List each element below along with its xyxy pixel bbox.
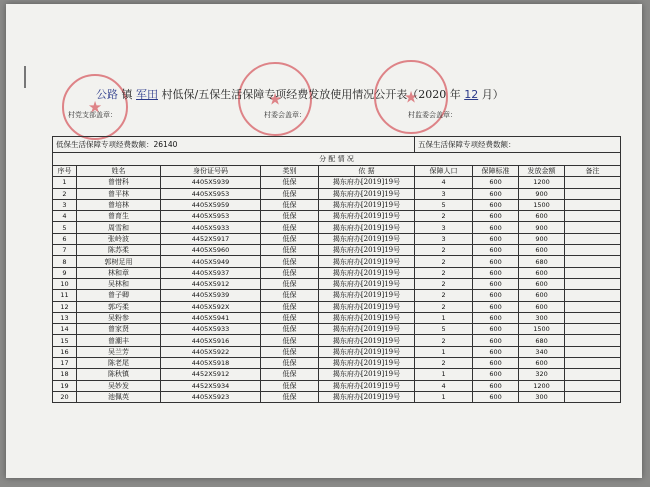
table-body (53, 177, 621, 403)
table-row (53, 312, 621, 323)
cell-type: 低保 (261, 188, 319, 199)
cell-amount: 680 (519, 335, 565, 346)
cell-type: 低保 (261, 233, 319, 244)
cell-population: 5 (415, 199, 473, 210)
cell-basis: 揭东府办[2019]19号 (319, 222, 415, 233)
cell-type: 低保 (261, 222, 319, 233)
cell-name: 郭树足用 (77, 256, 161, 267)
table-row (53, 358, 621, 369)
cell-population: 2 (415, 245, 473, 256)
cell-population: 3 (415, 222, 473, 233)
cell-standard: 600 (473, 301, 519, 312)
cell-name: 吴林和 (77, 278, 161, 289)
header-id: 身份证号码 (161, 166, 261, 177)
cell-amount: 600 (519, 211, 565, 222)
cell-amount: 900 (519, 188, 565, 199)
cell-basis: 揭东府办[2019]19号 (319, 312, 415, 323)
cell-population: 1 (415, 369, 473, 380)
cell-basis: 揭东府办[2019]19号 (319, 188, 415, 199)
table-row (53, 301, 621, 312)
cell-id: 4405X5922 (161, 346, 261, 357)
cell-population: 2 (415, 278, 473, 289)
cell-note (565, 301, 621, 312)
cell-basis: 揭东府办[2019]19号 (319, 177, 415, 188)
cell-type: 低保 (261, 267, 319, 278)
header-amount: 发放金额 (519, 166, 565, 177)
cell-id: 4405X5933 (161, 222, 261, 233)
cell-type: 低保 (261, 335, 319, 346)
cell-id: 4405X5939 (161, 290, 261, 301)
cell-name: 曾子卿 (77, 290, 161, 301)
cell-amount: 600 (519, 301, 565, 312)
cell-amount: 1500 (519, 324, 565, 335)
cell-standard: 600 (473, 391, 519, 402)
cell-no: 20 (53, 391, 77, 402)
cell-note (565, 177, 621, 188)
cell-no: 7 (53, 245, 77, 256)
cell-amount: 1500 (519, 199, 565, 210)
cell-name: 郭巧柔 (77, 301, 161, 312)
cell-type: 低保 (261, 346, 319, 357)
cell-standard: 600 (473, 222, 519, 233)
cell-amount: 300 (519, 391, 565, 402)
table-row (53, 245, 621, 256)
cell-amount: 1200 (519, 380, 565, 391)
cell-id: 4405X5912 (161, 278, 261, 289)
cell-amount: 300 (519, 312, 565, 323)
cell-note (565, 380, 621, 391)
cell-note (565, 278, 621, 289)
cell-id: 4405X5960 (161, 245, 261, 256)
cell-note (565, 233, 621, 244)
cell-note (565, 256, 621, 267)
cell-basis: 揭东府办[2019]19号 (319, 233, 415, 244)
cell-amount: 600 (519, 278, 565, 289)
cell-type: 低保 (261, 312, 319, 323)
stamp-party-branch (62, 74, 128, 140)
cell-standard: 600 (473, 211, 519, 222)
title-month-suffix: 月） (481, 88, 504, 101)
cell-basis: 揭东府办[2019]19号 (319, 211, 415, 222)
cell-basis: 揭东府办[2019]19号 (319, 380, 415, 391)
cell-id: 4405X592X (161, 301, 261, 312)
cell-id: 4405X5937 (161, 267, 261, 278)
cell-standard: 600 (473, 245, 519, 256)
cell-basis: 揭东府办[2019]19号 (319, 346, 415, 357)
cell-type: 低保 (261, 278, 319, 289)
cell-note (565, 211, 621, 222)
cell-id: 4405X5918 (161, 358, 261, 369)
title-village: 军田 (136, 88, 158, 101)
cell-note (565, 346, 621, 357)
cell-note (565, 188, 621, 199)
cell-name: 曾平林 (77, 188, 161, 199)
title-middle: 村低保/五保生活保障专项经费发放使用情况公开表（2020 (161, 88, 447, 101)
cell-type: 低保 (261, 358, 319, 369)
table-row (53, 267, 621, 278)
summary-dibao: 低保生活保障专项经费数额：26140 (53, 137, 415, 153)
cell-standard: 600 (473, 199, 519, 210)
cell-no: 15 (53, 335, 77, 346)
cell-name: 林和章 (77, 267, 161, 278)
cell-no: 5 (53, 222, 77, 233)
document-page (6, 4, 642, 478)
header-name: 姓名 (77, 166, 161, 177)
table-row (53, 346, 621, 357)
cell-note (565, 199, 621, 210)
cell-type: 低保 (261, 369, 319, 380)
cell-standard: 600 (473, 369, 519, 380)
cell-name: 曾家贤 (77, 324, 161, 335)
cell-amount: 340 (519, 346, 565, 357)
cell-basis: 揭东府办[2019]19号 (319, 358, 415, 369)
header-standard: 保障标准 (473, 166, 519, 177)
cell-basis: 揭东府办[2019]19号 (319, 245, 415, 256)
cell-id: 4405X5939 (161, 177, 261, 188)
sig-committee: 村委会盖章： (264, 111, 306, 119)
table-row (53, 199, 621, 210)
cell-population: 2 (415, 211, 473, 222)
cell-no: 10 (53, 278, 77, 289)
cell-population: 2 (415, 290, 473, 301)
cell-name: 陈秋镇 (77, 369, 161, 380)
table-row (53, 324, 621, 335)
cell-no: 6 (53, 233, 77, 244)
cell-no: 17 (53, 358, 77, 369)
cell-standard: 600 (473, 346, 519, 357)
cell-population: 2 (415, 267, 473, 278)
cell-basis: 揭东府办[2019]19号 (319, 335, 415, 346)
cell-amount: 1200 (519, 177, 565, 188)
sig-supervision: 村监委会盖章： (408, 111, 457, 119)
title-town-suffix: 镇 (121, 88, 133, 101)
cell-name: 曾惜科 (77, 177, 161, 188)
cell-name: 池佩英 (77, 391, 161, 402)
cell-note (565, 290, 621, 301)
cell-type: 低保 (261, 199, 319, 210)
cell-name: 陈苏柔 (77, 245, 161, 256)
cell-no: 14 (53, 324, 77, 335)
cell-standard: 600 (473, 267, 519, 278)
cell-no: 18 (53, 369, 77, 380)
cell-basis: 揭东府办[2019]19号 (319, 369, 415, 380)
cell-amount: 900 (519, 222, 565, 233)
cell-type: 低保 (261, 324, 319, 335)
cell-no: 16 (53, 346, 77, 357)
cell-type: 低保 (261, 301, 319, 312)
table-row (53, 211, 621, 222)
cell-note (565, 391, 621, 402)
cell-basis: 揭东府办[2019]19号 (319, 267, 415, 278)
summary-row (53, 137, 621, 153)
cell-name: 吴粉参 (77, 312, 161, 323)
cell-id: 4405X5923 (161, 391, 261, 402)
cell-no: 2 (53, 188, 77, 199)
cell-name: 吴兰芳 (77, 346, 161, 357)
cell-note (565, 335, 621, 346)
cell-type: 低保 (261, 290, 319, 301)
cell-type: 低保 (261, 391, 319, 402)
cell-population: 5 (415, 324, 473, 335)
cell-id: 4452X5917 (161, 233, 261, 244)
cell-type: 低保 (261, 380, 319, 391)
cell-name: 周雪和 (77, 222, 161, 233)
cell-standard: 600 (473, 278, 519, 289)
cell-population: 1 (415, 391, 473, 402)
cell-name: 吴妙发 (77, 380, 161, 391)
cell-amount: 600 (519, 290, 565, 301)
cell-population: 2 (415, 301, 473, 312)
cell-population: 4 (415, 380, 473, 391)
cell-no: 11 (53, 290, 77, 301)
cell-standard: 600 (473, 233, 519, 244)
table-row (53, 233, 621, 244)
cell-population: 3 (415, 233, 473, 244)
cell-type: 低保 (261, 211, 319, 222)
header-row (53, 166, 621, 177)
cell-name: 曾潮丰 (77, 335, 161, 346)
cell-no: 12 (53, 301, 77, 312)
cell-standard: 600 (473, 312, 519, 323)
table-row (53, 380, 621, 391)
header-basis: 依 据 (319, 166, 415, 177)
cell-amount: 680 (519, 256, 565, 267)
table-row (53, 290, 621, 301)
table-row (53, 369, 621, 380)
cell-id: 4405X5953 (161, 211, 261, 222)
cell-no: 19 (53, 380, 77, 391)
cell-amount: 900 (519, 233, 565, 244)
cell-standard: 600 (473, 358, 519, 369)
cell-basis: 揭东府办[2019]19号 (319, 256, 415, 267)
cell-name: 陈老尾 (77, 358, 161, 369)
cell-standard: 600 (473, 324, 519, 335)
cell-basis: 揭东府办[2019]19号 (319, 278, 415, 289)
cell-name: 张岭波 (77, 233, 161, 244)
cell-no: 3 (53, 199, 77, 210)
cell-no: 13 (53, 312, 77, 323)
cell-population: 3 (415, 188, 473, 199)
cell-note (565, 222, 621, 233)
cell-amount: 320 (519, 369, 565, 380)
cell-amount: 600 (519, 358, 565, 369)
cell-population: 2 (415, 256, 473, 267)
table-row (53, 256, 621, 267)
cell-id: 4405X5953 (161, 188, 261, 199)
cell-id: 4405X5933 (161, 324, 261, 335)
cell-type: 低保 (261, 256, 319, 267)
cell-basis: 揭东府办[2019]19号 (319, 301, 415, 312)
cell-id: 4452X5934 (161, 380, 261, 391)
cell-id: 4405X5941 (161, 312, 261, 323)
cell-standard: 600 (473, 188, 519, 199)
cell-basis: 揭东府办[2019]19号 (319, 199, 415, 210)
table-row (53, 188, 621, 199)
cell-note (565, 358, 621, 369)
cell-id: 4405X5949 (161, 256, 261, 267)
table-row (53, 222, 621, 233)
document-title (96, 86, 636, 102)
cell-basis: 揭东府办[2019]19号 (319, 391, 415, 402)
table-row (53, 335, 621, 346)
cell-population: 1 (415, 312, 473, 323)
cell-id: 4405X5916 (161, 335, 261, 346)
cell-standard: 600 (473, 290, 519, 301)
sig-branch: 村党支部盖章： (68, 111, 117, 119)
cell-population: 4 (415, 177, 473, 188)
title-month: 12 (464, 88, 479, 101)
section-title: 分 配 情 况 (53, 153, 621, 166)
header-population: 保障人口 (415, 166, 473, 177)
cell-amount: 600 (519, 245, 565, 256)
cell-standard: 600 (473, 256, 519, 267)
cell-note (565, 245, 621, 256)
cell-name: 曾育生 (77, 211, 161, 222)
cell-standard: 600 (473, 335, 519, 346)
cell-no: 1 (53, 177, 77, 188)
distribution-table (52, 136, 621, 403)
table-row (53, 391, 621, 402)
section-row (53, 153, 621, 166)
table-row (53, 278, 621, 289)
cell-type: 低保 (261, 177, 319, 188)
cell-no: 8 (53, 256, 77, 267)
cell-population: 2 (415, 358, 473, 369)
cell-type: 低保 (261, 245, 319, 256)
cell-amount: 600 (519, 267, 565, 278)
cell-population: 1 (415, 346, 473, 357)
table-row (53, 177, 621, 188)
cell-no: 9 (53, 267, 77, 278)
cell-basis: 揭东府办[2019]19号 (319, 290, 415, 301)
title-town: 公路 (96, 88, 118, 101)
cell-note (565, 312, 621, 323)
cell-name: 曾培林 (77, 199, 161, 210)
cell-basis: 揭东府办[2019]19号 (319, 324, 415, 335)
title-year-suffix: 年 (449, 88, 461, 101)
cell-note (565, 369, 621, 380)
binder-clip (24, 66, 26, 88)
cell-no: 4 (53, 211, 77, 222)
header-no: 序号 (53, 166, 77, 177)
cell-population: 2 (415, 335, 473, 346)
cell-note (565, 324, 621, 335)
header-note: 备注 (565, 166, 621, 177)
header-type: 类别 (261, 166, 319, 177)
cell-id: 4405X5959 (161, 199, 261, 210)
cell-id: 4452X5912 (161, 369, 261, 380)
cell-standard: 600 (473, 177, 519, 188)
summary-wubao: 五保生活保障专项经费数额： (415, 137, 621, 153)
cell-standard: 600 (473, 380, 519, 391)
cell-note (565, 267, 621, 278)
